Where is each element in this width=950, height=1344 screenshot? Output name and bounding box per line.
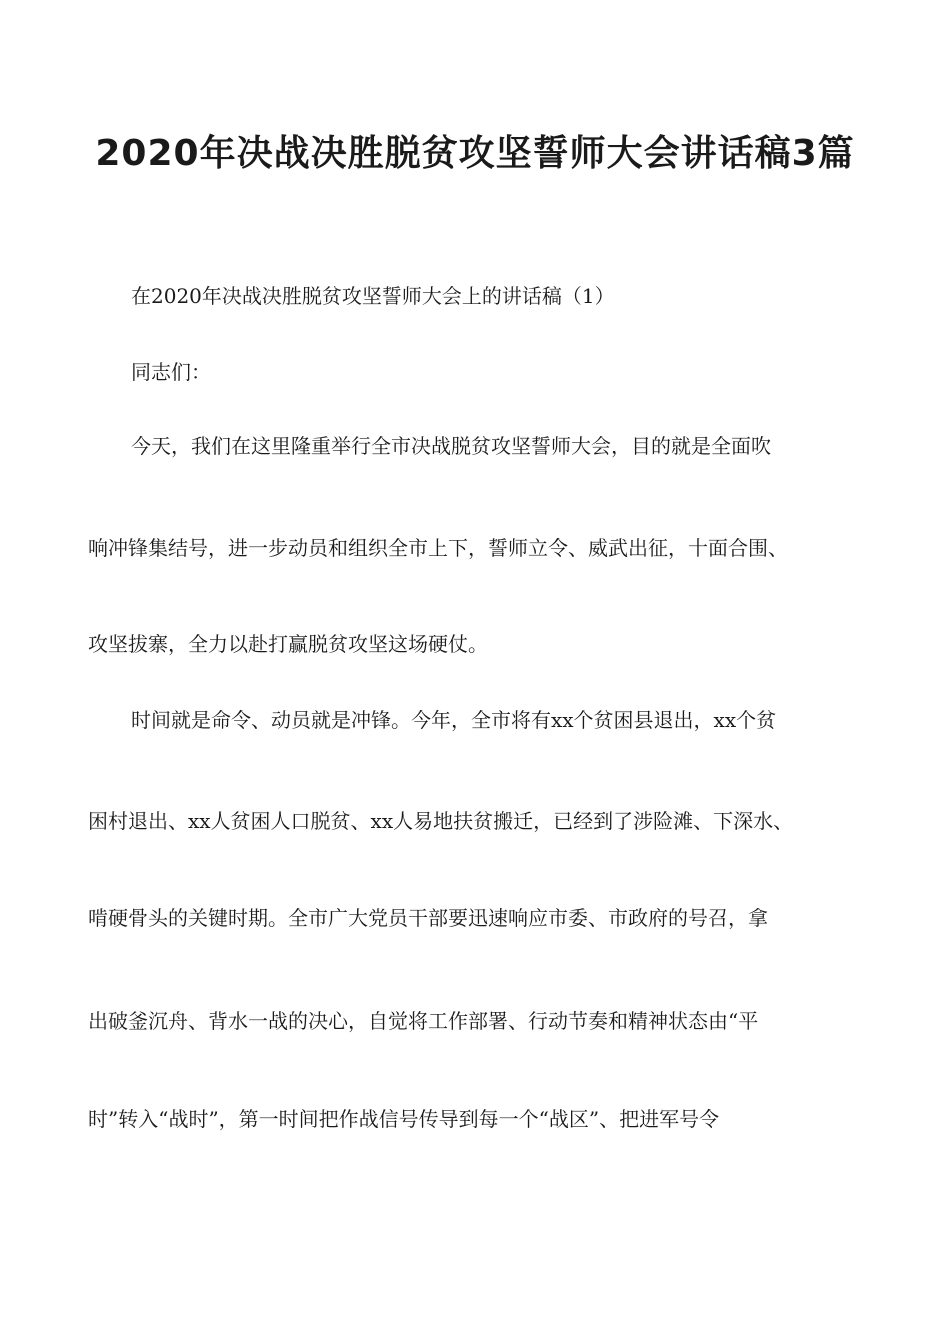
paragraph-1-line-2: 响冲锋集结号，进一步动员和组织全市上下，誓师立令、威武出征，十面合围、 (88, 536, 788, 560)
salutation: 同志们： (131, 360, 211, 384)
paragraph-1-line-1: 今天，我们在这里隆重举行全市决战脱贫攻坚誓师大会，目的就是全面吹 (131, 434, 771, 458)
speech-heading: 在2020年决战决胜脱贫攻坚誓师大会上的讲话稿（1） (131, 284, 615, 308)
document-title: 2020年决战决胜脱贫攻坚誓师大会讲话稿3篇 (95, 133, 855, 174)
paragraph-2-line-5: 时”转入“战时”，第一时间把作战信号传导到每一个“战区”、把进军号令 (88, 1107, 720, 1131)
paragraph-2-line-4: 出破釜沉舟、背水一战的决心，自觉将工作部署、行动节奏和精神状态由“平 (88, 1009, 759, 1033)
paragraph-2-line-2: 困村退出、xx人贫困人口脱贫、xx人易地扶贫搬迁，已经到了涉险滩、下深水、 (88, 809, 794, 833)
paragraph-1-line-3: 攻坚拔寨，全力以赴打赢脱贫攻坚这场硬仗。 (88, 632, 488, 656)
paragraph-2-line-1: 时间就是命令、动员就是冲锋。今年，全市将有xx个贫困县退出，xx个贫 (131, 708, 777, 732)
paragraph-2-line-3: 啃硬骨头的关键时期。全市广大党员干部要迅速响应市委、市政府的号召，拿 (88, 906, 768, 930)
